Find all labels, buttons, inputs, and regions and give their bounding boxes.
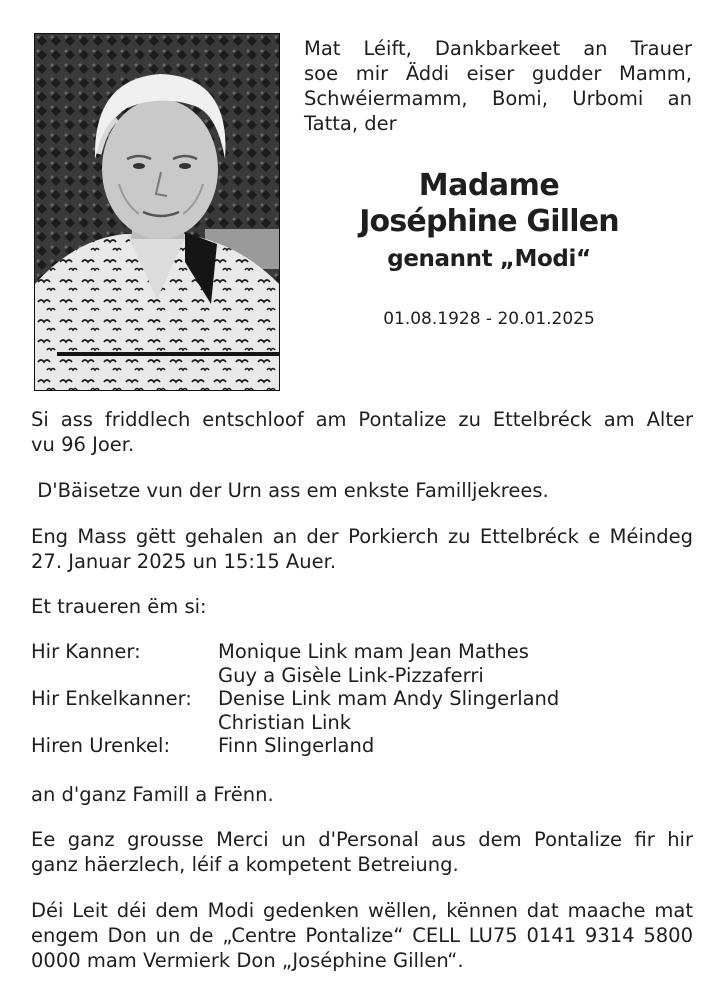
intro-line: Mat Léift, Dankbarkeet an Trauer — [304, 37, 692, 60]
passing-paragraph — [31, 407, 693, 457]
family-member: Denise Link mam Andy Slingerland — [218, 687, 560, 710]
text-line: ganz häerzlech, léif a kompetent Betreiung. — [31, 853, 459, 876]
portrait-photo — [34, 33, 280, 391]
burial-paragraph: D'Bäisetze vun der Urn ass em enkste Familljekrees. — [31, 479, 549, 502]
family-relation: Hir Kanner: — [31, 640, 141, 663]
mass-paragraph — [31, 524, 693, 574]
family-relation: Hir Enkelkanner: — [31, 687, 192, 710]
mourners-intro: Et traueren ëm si: — [31, 595, 207, 618]
family-member: Christian Link — [218, 711, 352, 734]
intro-line: Schwéiermamm, Bomi, Urbomi an — [304, 87, 692, 110]
thanks-paragraph — [31, 827, 693, 877]
intro-paragraph — [304, 36, 692, 136]
text-line: 27. Januar 2025 un 15:15 Auer. — [31, 550, 337, 573]
text-line: Eng Mass gëtt gehalen an der Porkierch zu Ettelbréck e Méindeg — [31, 525, 693, 548]
honorific: Madame — [418, 168, 560, 203]
family-member: Monique Link mam Jean Mathes — [218, 640, 529, 663]
donation-paragraph — [31, 898, 693, 973]
deceased-name: Joséphine Gillen — [359, 204, 619, 239]
intro-line: soe mir Äddi eiser gudder Mamm, — [304, 62, 692, 85]
nickname: genannt „Modi“ — [387, 246, 591, 272]
family-member: Guy a Gisèle Link-Pizzaferri — [218, 664, 484, 687]
text-line: Ee ganz grousse Merci un d'Personal aus dem Pontalize fir hir — [31, 828, 693, 851]
friends-line: an d'ganz Famill a Frënn. — [31, 783, 274, 806]
deceased-name-block — [304, 168, 674, 276]
portrait-photo-icon — [35, 34, 279, 390]
intro-line: Tatta, der — [304, 112, 397, 135]
text-line: 0000 mam Vermierk Don „Joséphine Gillen“. — [31, 949, 464, 972]
text-line: engem Don un de „Centre Pontalize“ CELL LU75 0141 9314 5800 — [31, 924, 693, 947]
text-line: Si ass friddlech entschloof am Pontalize zu Ettelbréck am Alter — [31, 408, 693, 431]
family-relation: Hiren Urenkel: — [31, 734, 171, 757]
family-member: Finn Slingerland — [218, 734, 375, 757]
text-line: Déi Leit déi dem Modi gedenken wëllen, kënnen dat maache mat — [31, 899, 693, 922]
text-line: vu 96 Joer. — [31, 433, 135, 456]
life-dates: 01.08.1928 - 20.01.2025 — [383, 309, 595, 329]
